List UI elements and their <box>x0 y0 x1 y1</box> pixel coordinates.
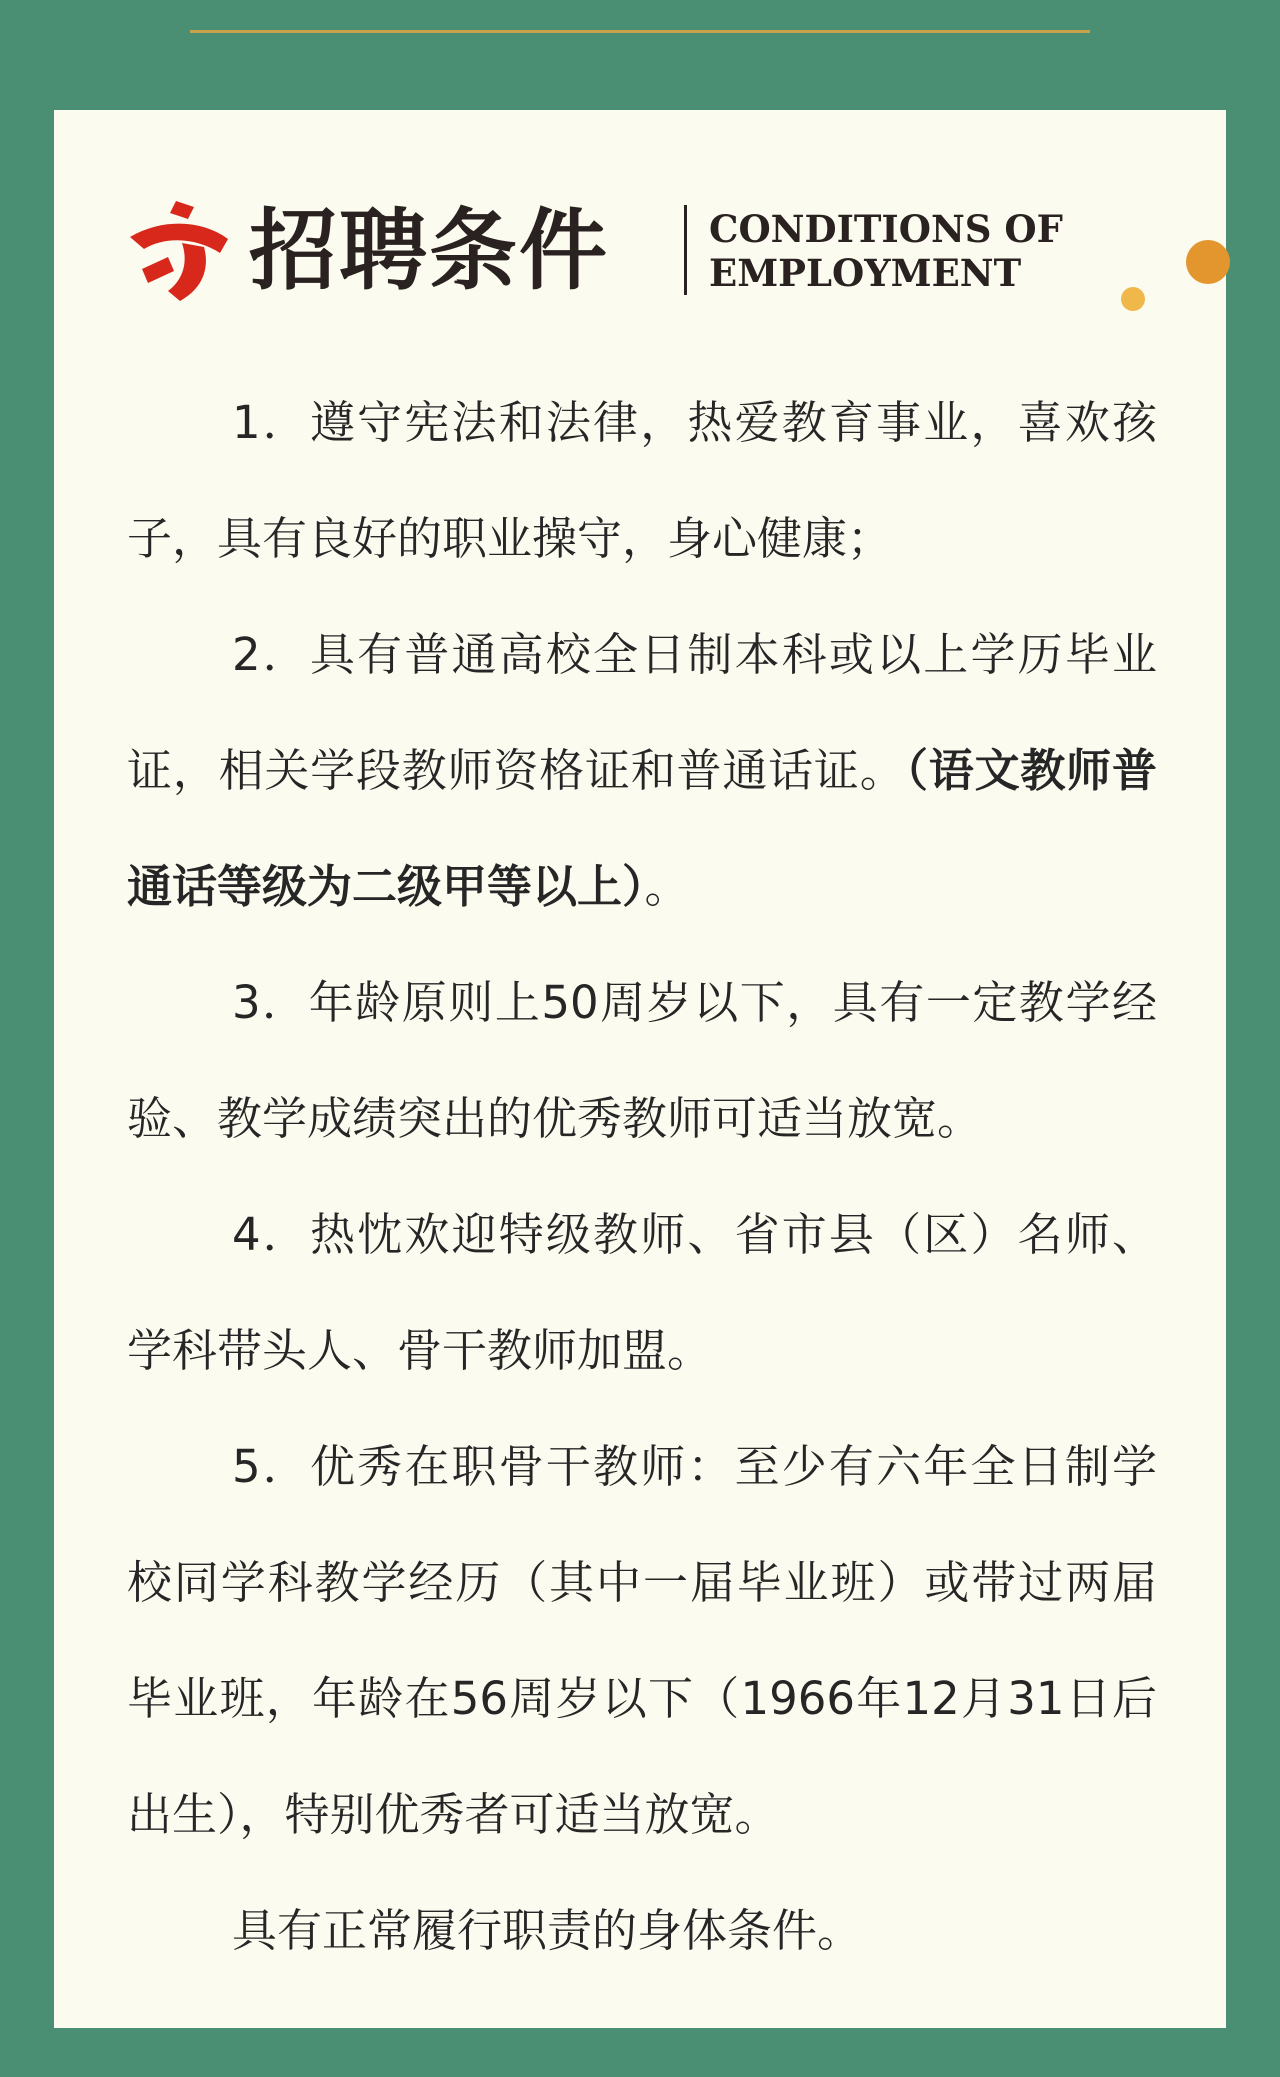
section-header <box>124 195 1174 315</box>
decorative-dot-small <box>1121 287 1145 311</box>
page-title: 招聘条件 <box>249 198 610 302</box>
top-divider-line <box>190 30 1090 33</box>
condition-item-3: 3．年龄原则上50周岁以下，具有一定教学经验、教学成绩突出的优秀教师可适当放宽。 <box>127 976 1157 1145</box>
page-subtitle-en <box>709 207 1063 295</box>
condition-item-4: 4．热忱欢迎特级教师、省市县（区）名师、学科带头人、骨干教师加盟。 <box>127 1208 1157 1377</box>
conditions-list <box>127 365 1157 1989</box>
decorative-dot-large <box>1186 240 1230 284</box>
subtitle-line-2: EMPLOYMENT <box>709 251 1022 295</box>
red-swirl-logo-icon <box>124 195 234 305</box>
content-card <box>54 110 1226 2028</box>
condition-item-2-note: （语文教师普通话等级为二级甲等以上） <box>127 744 1157 913</box>
subtitle-line-1: CONDITIONS OF <box>709 207 1063 251</box>
condition-item-1: 1．遵守宪法和法律，热爱教育事业，喜欢孩子，具有良好的职业操守，身心健康； <box>127 396 1157 565</box>
condition-item-2-text: 2．具有普通高校全日制本科或以上学历毕业证，相关学段教师资格证和普通话证。 <box>127 628 1157 797</box>
condition-item-5: 5．优秀在职骨干教师：至少有六年全日制学校同学科教学经历（其中一届毕业班）或带过两届毕业班，年龄在56周岁以下（1966年12月31日后出生），特别优秀者可适当放宽。 <box>127 1440 1157 1841</box>
title-divider <box>684 205 687 295</box>
condition-item-2 <box>127 597 1157 945</box>
condition-item-6: 具有正常履行职责的身体条件。 <box>232 1904 863 1957</box>
condition-item-2-tail: 。 <box>644 860 690 913</box>
